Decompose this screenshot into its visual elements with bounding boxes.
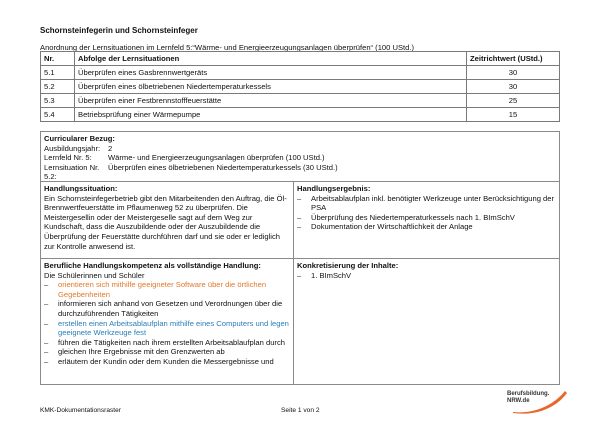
handlungssituation-heading: Handlungssituation: bbox=[44, 184, 118, 193]
curricular-value: Wärme- und Energieerzeugungsanlagen überprüfen (100 UStd.) bbox=[108, 153, 325, 163]
table-row bbox=[41, 108, 560, 122]
handlungsergebnis-list bbox=[297, 194, 556, 232]
logo-line-1: Berufsbildung. bbox=[507, 391, 550, 397]
curricular-label: Lernfeld Nr. 5: bbox=[44, 153, 92, 163]
cell-title: Überprüfen einer Festbrennstofffeuerstätte bbox=[75, 94, 467, 108]
lernsituation-detail-box bbox=[40, 131, 560, 385]
handlungskompetenz-section bbox=[41, 259, 294, 385]
list-item: – Dokumentation der Wirtschaftlichkeit der Anlage bbox=[297, 222, 556, 232]
curricular-row bbox=[44, 163, 556, 182]
logo-swoosh-icon bbox=[507, 389, 567, 415]
cell-title: Betriebsprüfung einer Wärmepumpe bbox=[75, 108, 467, 122]
footer-document-name: KMK-Dokumentationsraster bbox=[40, 407, 121, 414]
cell-nr: 5.3 bbox=[41, 94, 75, 108]
konkretisierung-section bbox=[294, 259, 559, 385]
berufsbildung-nrw-logo bbox=[507, 389, 567, 415]
document-title: Schornsteinfegerin und Schornsteinfeger bbox=[40, 26, 198, 35]
handlungsergebnis-section bbox=[294, 182, 559, 259]
handlungskompetenz-list bbox=[44, 280, 290, 366]
cell-nr: 5.4 bbox=[41, 108, 75, 122]
curricular-row bbox=[44, 153, 556, 163]
logo-line-2: NRW.de bbox=[507, 398, 530, 404]
curricular-row bbox=[44, 144, 556, 154]
list-item: – Arbeitsablaufplan inkl. benötigter Werkzeuge unter Berücksichtigung der PSA bbox=[297, 194, 556, 213]
handlungskompetenz-heading: Berufliche Handlungskompetenz als vollständige Handlung: bbox=[44, 261, 261, 270]
curricular-label: Ausbildungsjahr: bbox=[44, 143, 101, 153]
table-header-row bbox=[41, 52, 560, 66]
curricular-label: Lernsituation Nr. 5.2: bbox=[44, 162, 100, 182]
column-header-nr: Nr. bbox=[41, 52, 75, 66]
lernsituationen-table bbox=[40, 51, 560, 122]
konkretisierung-list bbox=[297, 271, 556, 281]
curricular-value: 2 bbox=[108, 143, 113, 153]
list-item: – erläutern der Kundin oder dem Kunden die Messergebnisse und bbox=[44, 357, 290, 367]
curricular-section bbox=[41, 132, 559, 182]
table-row bbox=[41, 80, 560, 94]
table-row bbox=[41, 94, 560, 108]
handlungskompetenz-intro: Die Schülerinnen und Schüler bbox=[44, 270, 145, 280]
list-item: – Überprüfung des Niedertemperaturkessels nach 1. BImSchV bbox=[297, 213, 556, 223]
list-item: – führen die Tätigkeiten nach ihrem erstellten Arbeitsablaufplan durch bbox=[44, 338, 290, 348]
cell-hours: 25 bbox=[467, 94, 560, 108]
column-header-abfolge: Abfolge der Lernsituationen bbox=[75, 52, 467, 66]
cell-hours: 15 bbox=[467, 108, 560, 122]
handlungssituation-text: Ein Schornsteinfegerbetrieb gibt den Mitarbeitenden den Auftrag, die Öl-Brennwertfeuerstätte im Pflaumenweg 52 zu überprüfen. Die Meistergesellin oder der Meistergeselle sagt auf dem Weg zur Kundschaft, dass die Auszubildende oder der Auszubildende die Überprüfung der Feuerstätte durchführen darf und sie oder er lediglich zur Kontrolle anwesend ist. bbox=[44, 193, 287, 251]
list-item: – gleichen Ihre Ergebnisse mit den Grenzwerten ab bbox=[44, 347, 290, 357]
list-item: – 1. BImSchV bbox=[297, 271, 556, 281]
curricular-value: Überprüfen eines ölbetriebenen Niedertemperaturkessels (30 UStd.) bbox=[108, 162, 338, 172]
list-item: – orientieren sich mithilfe geeigneter Software über die örtlichen Gegebenheiten bbox=[44, 280, 290, 299]
column-header-zeitrichtwert: Zeitrichtwert (UStd.) bbox=[467, 52, 560, 66]
curricular-heading: Curricularer Bezug: bbox=[44, 134, 115, 143]
list-item: – erstellen einen Arbeitsablaufplan mithilfe eines Computers und legen geeignete Werkzeuge fest bbox=[44, 319, 290, 338]
handlungsergebnis-heading: Handlungsergebnis: bbox=[297, 184, 371, 193]
list-item: – informieren sich anhand von Gesetzen und Verordnungen über die durchzuführenden Tätigkeiten bbox=[44, 299, 290, 318]
footer-page-number: Seite 1 von 2 bbox=[281, 407, 320, 414]
cell-nr: 5.2 bbox=[41, 80, 75, 94]
cell-title: Überprüfen eines ölbetriebenen Niedertemperaturkessels bbox=[75, 80, 467, 94]
lernfeld-caption: Anordnung der Lernsituationen im Lernfeld 5:“Wärme- und Energieerzeugungsanlagen überprüfen“ (100 UStd.) bbox=[40, 43, 415, 52]
cell-nr: 5.1 bbox=[41, 66, 75, 80]
konkretisierung-heading: Konkretisierung der Inhalte: bbox=[297, 261, 399, 270]
handlungssituation-section bbox=[41, 182, 294, 259]
cell-hours: 30 bbox=[467, 80, 560, 94]
cell-title: Überprüfen eines Gasbrennwertgeräts bbox=[75, 66, 467, 80]
table-row bbox=[41, 66, 560, 80]
cell-hours: 30 bbox=[467, 66, 560, 80]
